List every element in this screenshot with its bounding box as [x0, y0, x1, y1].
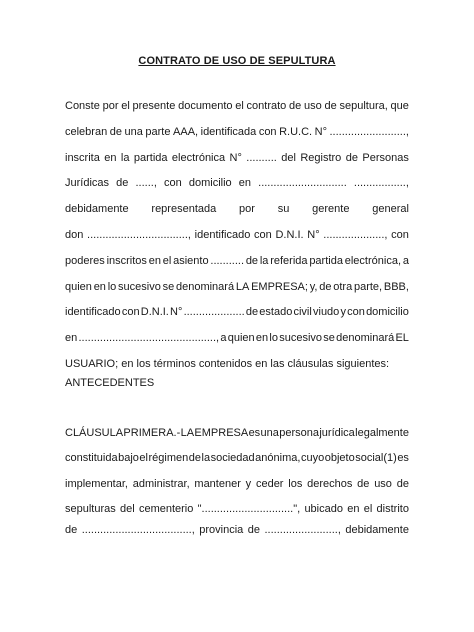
- word: por: [102, 100, 119, 112]
- word: y: [340, 306, 346, 318]
- word: ....................,: [323, 229, 388, 241]
- word: AAA,: [173, 126, 199, 138]
- word: de: [324, 100, 337, 112]
- word: en: [65, 332, 78, 344]
- word: EMPRESA;: [251, 281, 308, 293]
- word: de: [319, 281, 332, 293]
- word: en: [93, 281, 106, 293]
- word: documento: [178, 100, 233, 112]
- intro-line-7: [65, 254, 409, 268]
- intro-line-9: [65, 305, 409, 319]
- word: con: [347, 306, 365, 318]
- word: .................................,: [87, 229, 191, 241]
- word: en: [238, 177, 252, 189]
- intro-line-2: [65, 125, 409, 139]
- word: de: [109, 126, 122, 138]
- intro-line-11: USUARIO; en los términos contenidos en las cláusulas siguientes:: [65, 358, 390, 370]
- word: presente: [132, 100, 176, 112]
- word: Registro: [300, 152, 342, 164]
- word: es: [397, 452, 409, 464]
- word: es: [248, 427, 261, 439]
- word: debidamente: [65, 203, 129, 215]
- word: "..............................",: [197, 503, 301, 515]
- word: N°: [170, 306, 183, 318]
- word: ..........: [246, 152, 277, 164]
- word: denominará: [175, 281, 235, 293]
- word: electrónica: [171, 152, 226, 164]
- word: sociedad: [210, 452, 255, 464]
- word: distrito: [376, 503, 409, 515]
- word: su: [277, 203, 290, 215]
- word: en: [255, 332, 269, 344]
- word: EL: [395, 332, 409, 344]
- word: del: [281, 152, 296, 164]
- word: ....................: [183, 306, 245, 318]
- word: la: [259, 255, 269, 267]
- word: gerente: [312, 203, 350, 215]
- word: ...........: [210, 255, 245, 267]
- word: mantener: [194, 478, 241, 490]
- word: con: [391, 229, 409, 241]
- word: se: [162, 281, 175, 293]
- word: ceder: [255, 478, 284, 490]
- word: ubicado: [304, 503, 343, 515]
- word: con: [121, 306, 140, 318]
- word: el: [139, 452, 148, 464]
- document-title: CONTRATO DE USO DE SEPULTURA: [138, 55, 336, 67]
- intro-line-10: [65, 331, 409, 345]
- word: ....................................,: [81, 524, 195, 536]
- clause1-line-4: [65, 502, 409, 516]
- word: inscritos: [106, 255, 147, 267]
- word: de: [247, 524, 261, 536]
- word: por: [239, 203, 255, 215]
- word: régimen: [148, 452, 189, 464]
- intro-line-5: [65, 202, 409, 216]
- word: cementerio: [138, 503, 194, 515]
- word: D.N.I.: [140, 306, 169, 318]
- word: inscrita: [65, 152, 100, 164]
- word: de: [357, 478, 370, 490]
- word: Jurídicas: [65, 177, 110, 189]
- word: con: [164, 177, 182, 189]
- word: R.U.C.: [279, 126, 313, 138]
- word: domicilio: [366, 306, 409, 318]
- word: N°: [229, 152, 242, 164]
- word: otra: [333, 281, 353, 293]
- word: el: [121, 100, 130, 112]
- word: uso: [374, 478, 392, 490]
- word: persona: [279, 427, 319, 439]
- word: sepulturas: [65, 503, 116, 515]
- word: asiento: [173, 255, 209, 267]
- section-heading-antecedentes: ANTECEDENTES: [65, 377, 155, 389]
- word: partida: [133, 152, 168, 164]
- word: bajo: [118, 452, 139, 464]
- word: a: [220, 332, 227, 344]
- word: .................,: [353, 177, 409, 189]
- word: la: [201, 452, 211, 464]
- word: EMPRESA: [194, 427, 249, 439]
- word: implementar,: [65, 478, 128, 490]
- word: jurídica: [319, 427, 355, 439]
- word: estado: [259, 306, 293, 318]
- word: parte: [145, 126, 171, 138]
- word: debidamente: [345, 524, 409, 536]
- word: del: [120, 503, 135, 515]
- word: una: [124, 126, 143, 138]
- word: una: [260, 427, 279, 439]
- word: en: [104, 152, 117, 164]
- word: a: [402, 255, 409, 267]
- intro-line-4: [65, 176, 409, 190]
- word: quien: [227, 332, 255, 344]
- word: con: [254, 229, 272, 241]
- word: celebran: [65, 126, 108, 138]
- word: quien: [65, 281, 92, 293]
- word: y,: [309, 281, 318, 293]
- clause1-line-5: [65, 523, 409, 537]
- word: constituida: [65, 452, 118, 464]
- word: legalmente: [355, 427, 409, 439]
- word: parte,: [353, 281, 383, 293]
- word: de: [245, 306, 259, 318]
- clause1-line-3: [65, 477, 409, 491]
- word: lo: [107, 281, 117, 293]
- intro-line-1: [65, 99, 409, 113]
- word: la: [120, 152, 130, 164]
- word: PRIMERA.-: [123, 427, 181, 439]
- word: general: [372, 203, 409, 215]
- word: ........................,: [264, 524, 341, 536]
- word: CLÁUSULA: [65, 427, 124, 439]
- word: que: [390, 100, 409, 112]
- word: uso: [304, 100, 322, 112]
- word: de: [245, 255, 259, 267]
- word: .............................: [258, 177, 347, 189]
- word: social(1): [355, 452, 397, 464]
- word: el: [162, 255, 172, 267]
- word: con: [258, 126, 277, 138]
- word: identificado: [194, 229, 251, 241]
- word: .........................,: [329, 126, 409, 138]
- word: de: [188, 452, 202, 464]
- word: derechos: [307, 478, 353, 490]
- word: partida: [309, 255, 343, 267]
- word: objeto: [324, 452, 355, 464]
- word: de: [289, 100, 302, 112]
- word: D.N.I.: [275, 229, 304, 241]
- word: domicilio: [188, 177, 232, 189]
- intro-line-6: [65, 228, 409, 242]
- word: viudo: [313, 306, 340, 318]
- word: el: [363, 503, 373, 515]
- word: el: [235, 100, 244, 112]
- word: electrónica,: [344, 255, 402, 267]
- word: don: [65, 229, 84, 241]
- word: y: [245, 478, 252, 490]
- word: sucesivo: [118, 281, 161, 293]
- word: ......,: [135, 177, 157, 189]
- word: poderes: [65, 255, 105, 267]
- word: Personas: [362, 152, 409, 164]
- word: en: [347, 503, 360, 515]
- word: LA: [180, 427, 195, 439]
- word: N°: [314, 126, 327, 138]
- word: administrar,: [132, 478, 190, 490]
- word: sepultura,: [339, 100, 388, 112]
- word: de: [345, 152, 358, 164]
- word: N°: [307, 229, 320, 241]
- word: se: [323, 332, 335, 344]
- word: denominará: [336, 332, 395, 344]
- word: civil: [293, 306, 312, 318]
- word: LA: [235, 281, 250, 293]
- word: sucesivo: [279, 332, 322, 344]
- word: en: [148, 255, 161, 267]
- word: de: [116, 177, 129, 189]
- word: contrato: [246, 100, 287, 112]
- word: representada: [151, 203, 217, 215]
- word: cuyo: [300, 452, 325, 464]
- word: .............................................,: [78, 332, 220, 344]
- intro-line-8: [65, 280, 409, 294]
- word: los: [288, 478, 303, 490]
- word: identificado: [65, 306, 121, 318]
- word: provincia: [199, 524, 244, 536]
- word: anónima,: [255, 452, 301, 464]
- word: identificada: [200, 126, 257, 138]
- intro-line-3: [65, 151, 409, 165]
- word: de: [396, 478, 409, 490]
- clause1-line-2: [65, 451, 409, 465]
- clause1-line-1: [65, 426, 409, 440]
- word: BBB,: [383, 281, 409, 293]
- word: de: [65, 524, 78, 536]
- word: Conste: [65, 100, 100, 112]
- word: referida: [270, 255, 308, 267]
- word: lo: [269, 332, 278, 344]
